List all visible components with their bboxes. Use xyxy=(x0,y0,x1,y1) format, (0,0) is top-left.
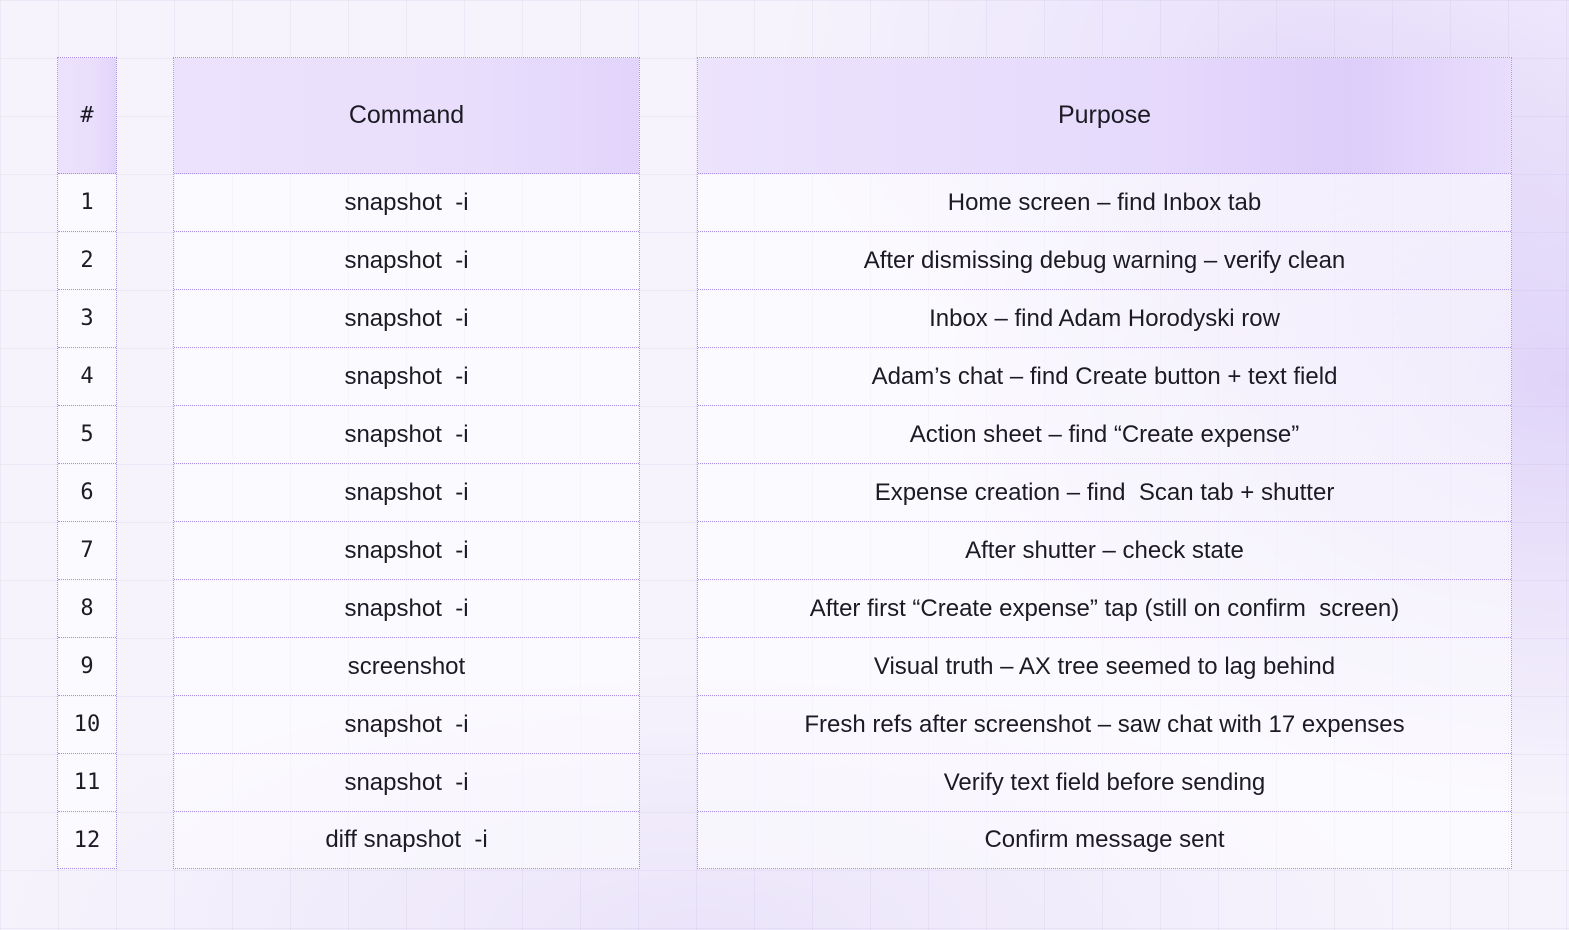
command-column-header: Command xyxy=(174,58,639,174)
command-cell: snapshot -i xyxy=(174,174,639,232)
row-number: 1 xyxy=(58,174,116,232)
purpose-cell: Home screen – find Inbox tab xyxy=(698,174,1511,232)
row-number: 6 xyxy=(58,464,116,522)
number-column xyxy=(57,57,117,869)
row-number: 11 xyxy=(58,754,116,812)
purpose-column-header: Purpose xyxy=(698,58,1511,174)
row-number: 7 xyxy=(58,522,116,580)
row-number: 10 xyxy=(58,696,116,754)
command-cell: diff snapshot -i xyxy=(325,826,488,853)
purpose-cell: Action sheet – find “Create expense” xyxy=(698,406,1511,464)
command-cell: snapshot -i xyxy=(174,348,639,406)
row-number: 3 xyxy=(58,290,116,348)
number-column-body xyxy=(58,174,116,868)
purpose-cell: Fresh refs after screenshot – saw chat with 17 expenses xyxy=(698,696,1511,754)
command-cell: snapshot -i xyxy=(174,290,639,348)
row-number: 12 xyxy=(73,827,101,853)
purpose-cell: Confirm message sent xyxy=(984,826,1225,853)
number-column-header: # xyxy=(58,58,116,174)
purpose-column-body xyxy=(698,174,1511,868)
purpose-column xyxy=(697,57,1512,869)
command-cell: snapshot -i xyxy=(174,696,639,754)
row-number: 9 xyxy=(58,638,116,696)
purpose-cell: After shutter – check state xyxy=(698,522,1511,580)
command-cell: snapshot -i xyxy=(174,522,639,580)
command-column-body xyxy=(174,174,639,868)
purpose-cell: Verify text field before sending xyxy=(698,754,1511,812)
command-column xyxy=(173,57,640,869)
row-number: 4 xyxy=(58,348,116,406)
row-number: 2 xyxy=(58,232,116,290)
command-cell: snapshot -i xyxy=(174,406,639,464)
purpose-cell: After dismissing debug warning – verify clean xyxy=(698,232,1511,290)
command-cell: snapshot -i xyxy=(174,754,639,812)
purpose-cell: After first “Create expense” tap (still on confirm screen) xyxy=(698,580,1511,638)
command-cell: snapshot -i xyxy=(174,232,639,290)
purpose-cell: Inbox – find Adam Horodyski row xyxy=(698,290,1511,348)
command-cell: snapshot -i xyxy=(174,464,639,522)
command-cell: snapshot -i xyxy=(174,580,639,638)
row-number: 5 xyxy=(58,406,116,464)
command-cell: screenshot xyxy=(174,638,639,696)
purpose-cell: Expense creation – find Scan tab + shutter xyxy=(698,464,1511,522)
row-number: 8 xyxy=(58,580,116,638)
purpose-cell: Visual truth – AX tree seemed to lag behind xyxy=(698,638,1511,696)
purpose-cell: Adam’s chat – find Create button + text field xyxy=(698,348,1511,406)
